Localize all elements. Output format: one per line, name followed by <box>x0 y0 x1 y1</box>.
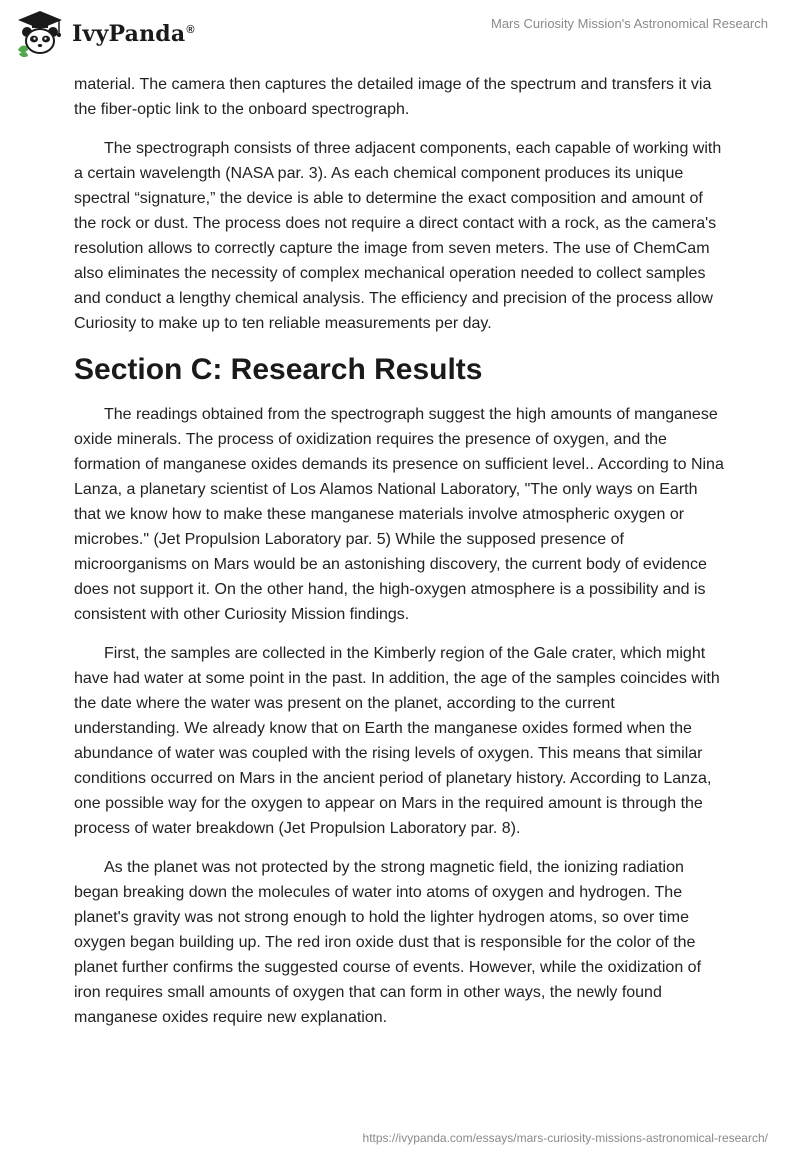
panda-graduate-icon <box>14 8 66 58</box>
registered-mark: ® <box>186 23 195 36</box>
paragraph-samples: First, the samples are collected in the Kimberly region of the Gale crater, which might have had water at some point in the past. In addition, the age of the samples coincides with the date where the water was present on the planet, according to the current understanding. We already know that on Earth the manganese oxides formed when the abundance of water was coupled with the rising levels of oxygen. This means that similar conditions occurred on Mars in the ancient period of planetary history. According to Lanza, one possible way for the oxygen to appear on Mars in the required amount is through the process of water breakdown (Jet Propulsion Laboratory par. 8). <box>74 645 720 837</box>
essay-content <box>74 72 724 1044</box>
paragraph-spectrograph: The spectrograph consists of three adjacent components, each capable of working with a certain wavelength (NASA par. 3). As each chemical component produces its unique spectral “signature,” the device is able to determine the exact composition and amount of the rock or dust. The process does not require a direct contact with a rock, as the camera's resolution allows to correctly capture the image from seven meters. The use of ChemCam also eliminates the necessity of complex mechanical operation needed to collect samples and conduct a lengthy chemical analysis. The efficiency and precision of the process allow Curiosity to make up to ten reliable measurements per day. <box>74 140 722 332</box>
source-url-link[interactable]: https://ivypanda.com/essays/mars-curiosity-missions-astronomical-research/ <box>362 1131 768 1145</box>
page-header <box>0 0 800 70</box>
document-title: Mars Curiosity Mission's Astronomical Research <box>490 16 768 31</box>
paragraph-continued: material. The camera then captures the detailed image of the spectrum and transfers it via the fiber-optic link to the onboard spectrograph. <box>74 76 712 118</box>
ivypanda-logo[interactable] <box>14 8 195 58</box>
section-heading: Section C: Research Results <box>74 353 483 386</box>
paragraph-readings: The readings obtained from the spectrograph suggest the high amounts of manganese oxide minerals. The process of oxidization requires the presence of oxygen, and the formation of manganese oxides demands its presence on sufficient level.. According to Nina Lanza, a planetary scientist of Los Alamos National Laboratory, "The only ways on Earth that we know how to make these manganese materials involve atmospheric oxygen or microbes." (Jet Propulsion Laboratory par. 5) While the supposed presence of microorganisms on Mars would be an astonishing discovery, the current body of evidence does not support it. On the other hand, the high-oxygen atmosphere is a possibility and is consistent with other Curiosity Mission findings. <box>74 406 724 623</box>
paragraph-radiation: As the planet was not protected by the strong magnetic field, the ionizing radiation began breaking down the molecules of water into atoms of oxygen and hydrogen. The planet's gravity was not strong enough to hold the lighter hydrogen atoms, so over time oxygen began building up. The red iron oxide dust that is responsible for the color of the planet further confirms the suggested course of events. However, while the oxidization of iron requires small amounts of oxygen that can form in other ways, the newly found manganese oxides require new explanation. <box>74 859 702 1026</box>
logo-text: IvyPanda® <box>72 21 195 47</box>
